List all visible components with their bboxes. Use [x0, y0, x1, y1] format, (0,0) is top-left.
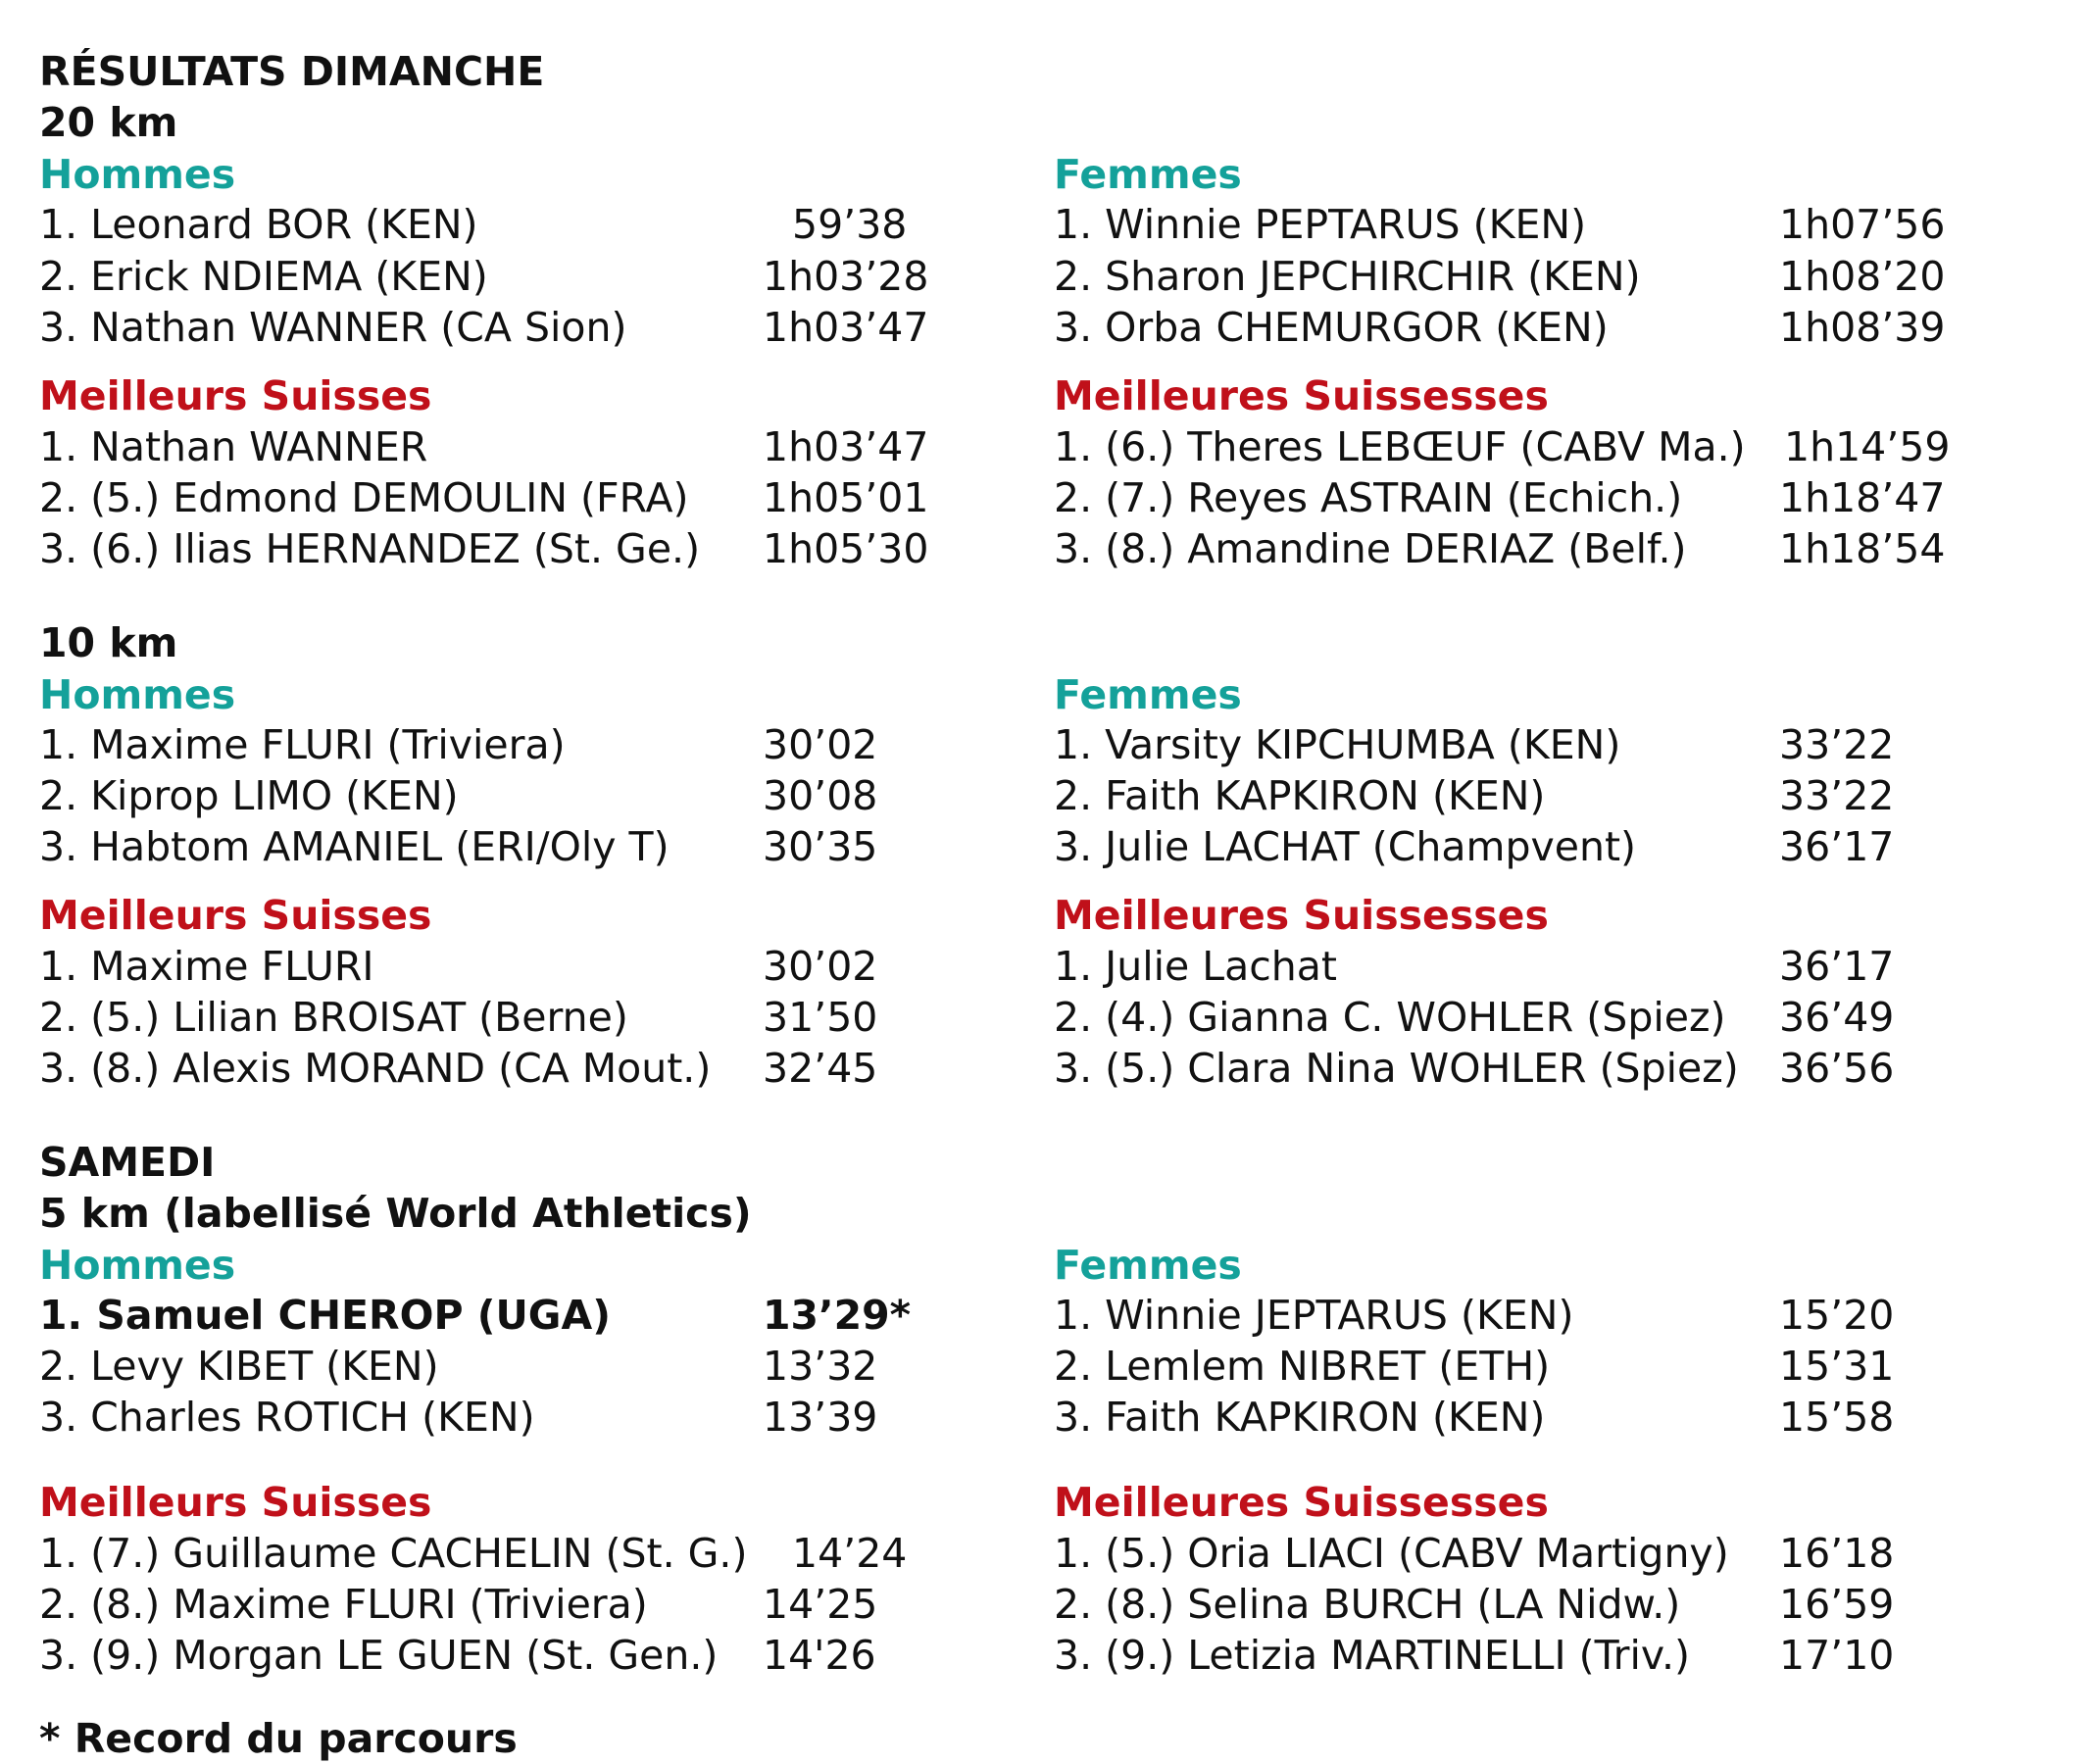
result-time: 1h14’59	[1784, 423, 1951, 470]
result-name: 1. Maxime FLURI	[39, 943, 374, 990]
result-name: 3. Charles ROTICH (KEN)	[39, 1394, 535, 1441]
result-name: 3. Nathan WANNER (CA Sion)	[39, 304, 627, 351]
section-heading-5km: 5 km (labellisé World Athletics)	[39, 1190, 752, 1237]
result-name: 2. (7.) Reyes ASTRAIN (Echich.)	[1054, 474, 1683, 521]
result-name: 2. (8.) Selina BURCH (LA Nidw.)	[1054, 1581, 1681, 1628]
result-name: 2. (8.) Maxime FLURI (Triviera)	[39, 1581, 648, 1628]
result-time: 1h05’01	[763, 474, 929, 521]
page-title: RÉSULTATS DIMANCHE	[39, 48, 545, 95]
result-name: 2. Faith KAPKIRON (KEN)	[1054, 772, 1546, 819]
result-time: 14'26	[763, 1632, 876, 1679]
femmes-label: Femmes	[1054, 151, 1242, 198]
result-name: 1. Leonard BOR (KEN)	[39, 201, 478, 248]
result-name: 3. (9.) Morgan LE GUEN (St. Gen.)	[39, 1632, 719, 1679]
hommes-label: Hommes	[39, 151, 236, 198]
result-time: 13’32	[763, 1343, 878, 1390]
result-time: 30’35	[763, 823, 878, 870]
day-heading-samedi: SAMEDI	[39, 1139, 216, 1186]
result-name: 2. Levy KIBET (KEN)	[39, 1343, 439, 1390]
result-name: 3. Orba CHEMURGOR (KEN)	[1054, 304, 1609, 351]
result-time: 16’18	[1779, 1530, 1895, 1577]
result-name: 2. (5.) Lilian BROISAT (Berne)	[39, 994, 628, 1041]
result-name: 3. (6.) Ilias HERNANDEZ (St. Ge.)	[39, 525, 701, 572]
result-name: 1. Nathan WANNER	[39, 423, 428, 470]
result-name: 3. (9.) Letizia MARTINELLI (Triv.)	[1054, 1632, 1690, 1679]
result-time: 15’31	[1779, 1343, 1895, 1390]
result-time: 31’50	[763, 994, 878, 1041]
result-time: 1h18’47	[1779, 474, 1946, 521]
result-time-record: 13’29*	[763, 1292, 912, 1339]
result-name: 1. (6.) Theres LEBŒUF (CABV Ma.)	[1054, 423, 1746, 470]
result-time: 16’59	[1779, 1581, 1895, 1628]
result-time: 1h08’39	[1779, 304, 1946, 351]
result-name: 1. Maxime FLURI (Triviera)	[39, 721, 566, 768]
result-name: 2. Kiprop LIMO (KEN)	[39, 772, 459, 819]
result-time: 33’22	[1779, 772, 1895, 819]
footnote: * Record du parcours	[39, 1715, 518, 1762]
result-name: 2. Erick NDIEMA (KEN)	[39, 253, 488, 300]
result-name: 1. Julie Lachat	[1054, 943, 1337, 990]
result-time: 32’45	[763, 1045, 878, 1092]
suissesses-label: Meilleures Suissesses	[1054, 892, 1549, 939]
result-name: 3. (5.) Clara Nina WOHLER (Spiez)	[1054, 1045, 1739, 1092]
result-time: 1h03’47	[763, 423, 929, 470]
suissesses-label: Meilleures Suissesses	[1054, 1479, 1549, 1526]
result-time: 30’02	[763, 721, 878, 768]
result-name: 1. Winnie JEPTARUS (KEN)	[1054, 1292, 1574, 1339]
result-name: 1. Winnie PEPTARUS (KEN)	[1054, 201, 1587, 248]
femmes-label: Femmes	[1054, 1242, 1242, 1289]
result-name: 1. (7.) Guillaume CACHELIN (St. G.)	[39, 1530, 748, 1577]
section-heading-10km: 10 km	[39, 619, 178, 666]
result-time: 15’20	[1779, 1292, 1895, 1339]
result-name: 2. (4.) Gianna C. WOHLER (Spiez)	[1054, 994, 1726, 1041]
section-heading-20km: 20 km	[39, 99, 178, 146]
result-time: 1h07’56	[1779, 201, 1946, 248]
result-name-winner: 1. Samuel CHEROP (UGA)	[39, 1292, 611, 1339]
result-time: 1h03’28	[763, 253, 929, 300]
result-time: 1h03’47	[763, 304, 929, 351]
suisses-label: Meilleurs Suisses	[39, 1479, 432, 1526]
result-name: 3. (8.) Amandine DERIAZ (Belf.)	[1054, 525, 1687, 572]
result-time: 17’10	[1779, 1632, 1895, 1679]
result-time: 36’49	[1779, 994, 1895, 1041]
femmes-label: Femmes	[1054, 671, 1242, 718]
result-time: 33’22	[1779, 721, 1895, 768]
result-time: 36’56	[1779, 1045, 1895, 1092]
result-name: 1. Varsity KIPCHUMBA (KEN)	[1054, 721, 1621, 768]
result-name: 2. Lemlem NIBRET (ETH)	[1054, 1343, 1551, 1390]
result-time: 36’17	[1779, 943, 1895, 990]
result-time: 1h05’30	[763, 525, 929, 572]
result-name: 3. Julie LACHAT (Champvent)	[1054, 823, 1637, 870]
result-time: 14’24	[792, 1530, 908, 1577]
hommes-label: Hommes	[39, 1242, 236, 1289]
result-name: 1. (5.) Oria LIACI (CABV Martigny)	[1054, 1530, 1729, 1577]
hommes-label: Hommes	[39, 671, 236, 718]
result-time: 36’17	[1779, 823, 1895, 870]
suissesses-label: Meilleures Suissesses	[1054, 372, 1549, 419]
result-name: 3. (8.) Alexis MORAND (CA Mout.)	[39, 1045, 712, 1092]
suisses-label: Meilleurs Suisses	[39, 372, 432, 419]
result-name: 3. Faith KAPKIRON (KEN)	[1054, 1394, 1546, 1441]
result-name: 3. Habtom AMANIEL (ERI/Oly T)	[39, 823, 670, 870]
suisses-label: Meilleurs Suisses	[39, 892, 432, 939]
result-time: 30’08	[763, 772, 878, 819]
result-time: 13’39	[763, 1394, 878, 1441]
result-time: 1h08’20	[1779, 253, 1946, 300]
result-name: 2. Sharon JEPCHIRCHIR (KEN)	[1054, 253, 1641, 300]
result-time: 1h18’54	[1779, 525, 1946, 572]
result-time: 15’58	[1779, 1394, 1895, 1441]
result-time: 59’38	[792, 201, 908, 248]
result-time: 30’02	[763, 943, 878, 990]
result-name: 2. (5.) Edmond DEMOULIN (FRA)	[39, 474, 689, 521]
result-time: 14’25	[763, 1581, 878, 1628]
